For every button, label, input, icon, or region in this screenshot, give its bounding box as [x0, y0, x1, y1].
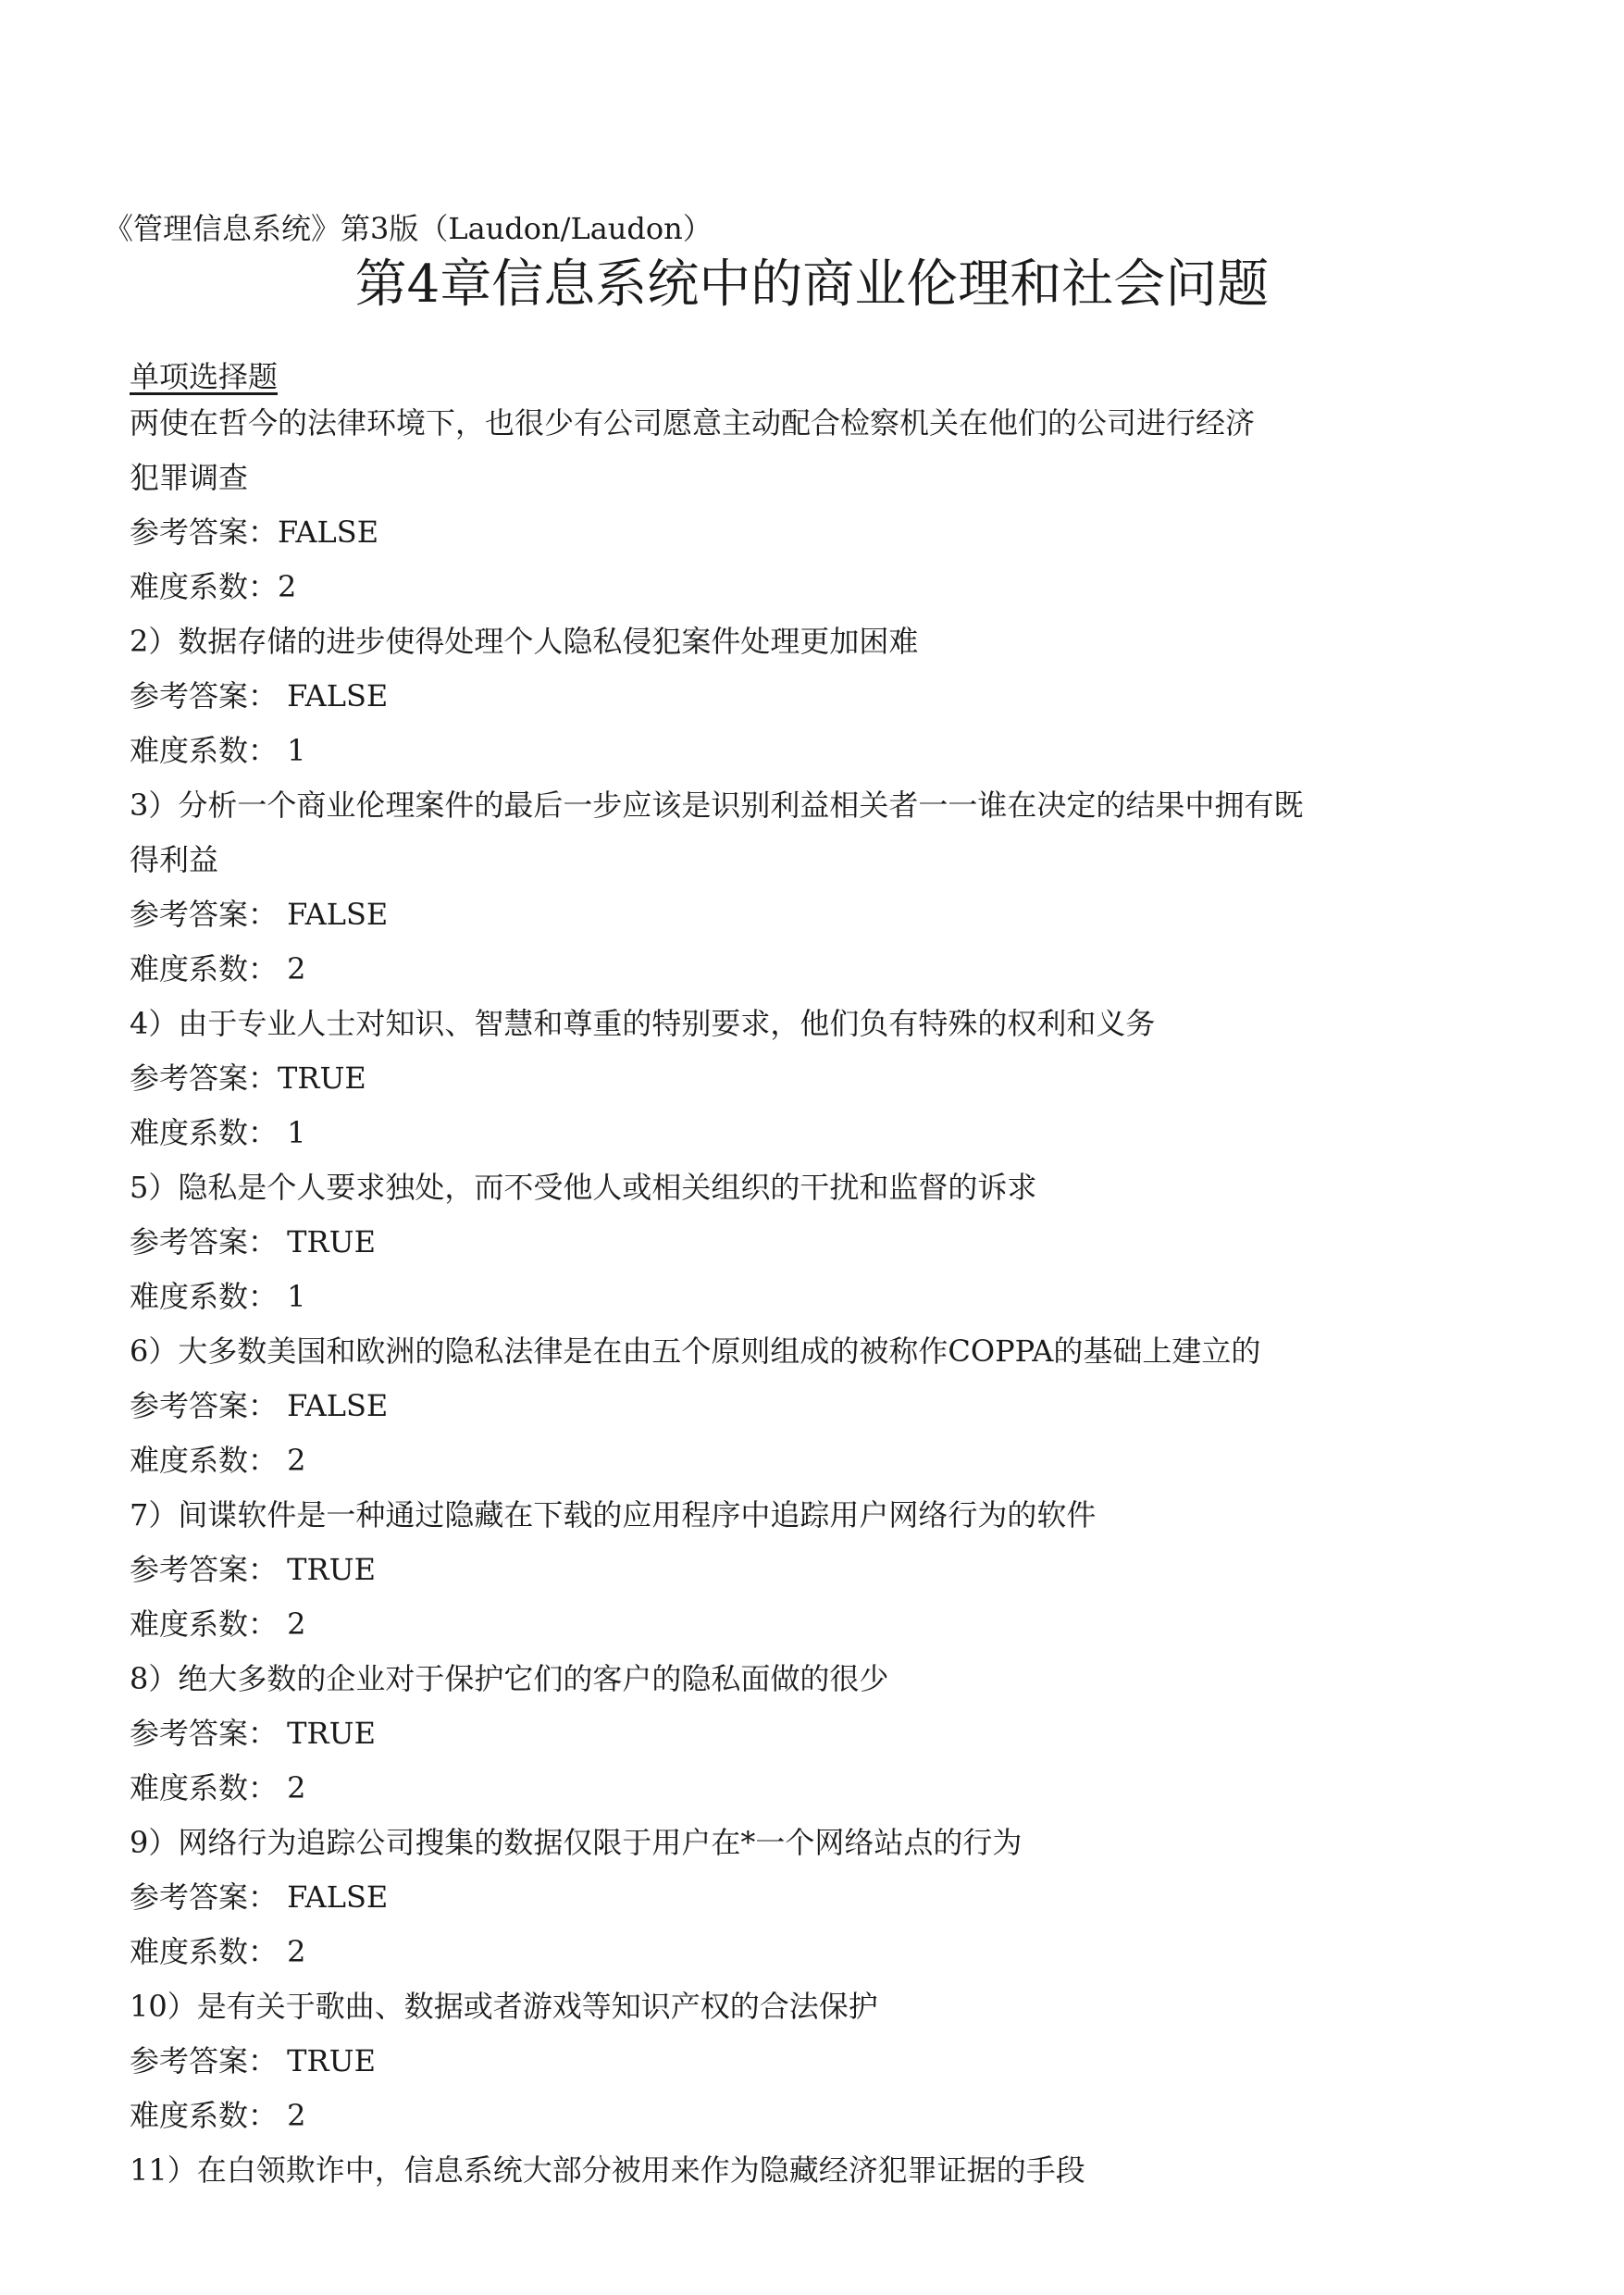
difficulty-line: 难度系数： 2	[130, 951, 306, 986]
difficulty-line: 难度系数： 2	[130, 1606, 306, 1642]
difficulty-line: 难度系数： 2	[130, 1934, 306, 1969]
book-title-line: 《管理信息系统》第3版（Laudon/Laudon）	[104, 211, 713, 246]
question-text-line: 2）数据存储的进步使得处理个人隐私侵犯案件处理更加困难	[130, 624, 919, 659]
question-text-line: 8）绝大多数的企业对于保护它们的客户的隐私面做的很少	[130, 1661, 889, 1696]
question-text-line: 7）间谍软件是一种通过隐藏在下载的应用程序中追踪用户网络行为的软件	[130, 1497, 1097, 1532]
answer-line: 参考答案：TRUE	[130, 1061, 366, 1096]
answer-line: 参考答案： TRUE	[130, 1224, 376, 1259]
question-text-line: 11）在白领欺诈中，信息系统大部分被用来作为隐藏经济犯罪证据的手段	[130, 2152, 1085, 2188]
answer-line: 参考答案： FALSE	[130, 897, 389, 932]
answer-line: 参考答案： FALSE	[130, 1388, 389, 1423]
question-text-line: 6）大多数美国和欧洲的隐私法律是在由五个原则组成的被称作COPPA的基础上建立的	[130, 1334, 1261, 1369]
section-label: 单项选择题	[130, 359, 279, 394]
answer-line: 参考答案：FALSE	[130, 515, 379, 550]
question-text-line: 5）隐私是个人要求独处，而不受他人或相关组织的干扰和监督的诉求	[130, 1170, 1037, 1205]
difficulty-line: 难度系数： 2	[130, 2098, 306, 2133]
difficulty-line: 难度系数：2	[130, 569, 297, 604]
answer-line: 参考答案： FALSE	[130, 678, 389, 713]
difficulty-line: 难度系数： 1	[130, 733, 306, 768]
question-text-line: 9）网络行为追踪公司搜集的数据仅限于用户在*一个网络站点的行为	[130, 1825, 1023, 1860]
difficulty-line: 难度系数： 1	[130, 1279, 306, 1314]
chapter-title: 第4章信息系统中的商业伦理和社会问题	[354, 254, 1270, 315]
answer-line: 参考答案： TRUE	[130, 1552, 376, 1587]
question-list	[130, 396, 1518, 2198]
answer-line: 参考答案： TRUE	[130, 1716, 376, 1751]
difficulty-line: 难度系数： 1	[130, 1115, 306, 1150]
answer-line: 参考答案： TRUE	[130, 2043, 376, 2078]
question-text-line: 3）分析一个商业伦理案件的最后一步应该是识别利益相关者一一谁在决定的结果中拥有既	[130, 788, 1304, 823]
question-text-line: 得利益	[130, 842, 219, 877]
question-text-line: 10）是有关于歌曲、数据或者游戏等知识产权的合法保护	[130, 1989, 878, 2024]
difficulty-line: 难度系数： 2	[130, 1770, 306, 1805]
question-text-line: 犯罪调查	[130, 460, 249, 495]
question-text-line: 4）由于专业人士对知识、智慧和尊重的特别要求，他们负有特殊的权利和义务	[130, 1006, 1156, 1041]
question-text-line: 两使在哲今的法律环境下，也很少有公司愿意主动配合检察机关在他们的公司进行经济	[130, 405, 1256, 440]
difficulty-line: 难度系数： 2	[130, 1443, 306, 1478]
answer-line: 参考答案： FALSE	[130, 1879, 389, 1915]
